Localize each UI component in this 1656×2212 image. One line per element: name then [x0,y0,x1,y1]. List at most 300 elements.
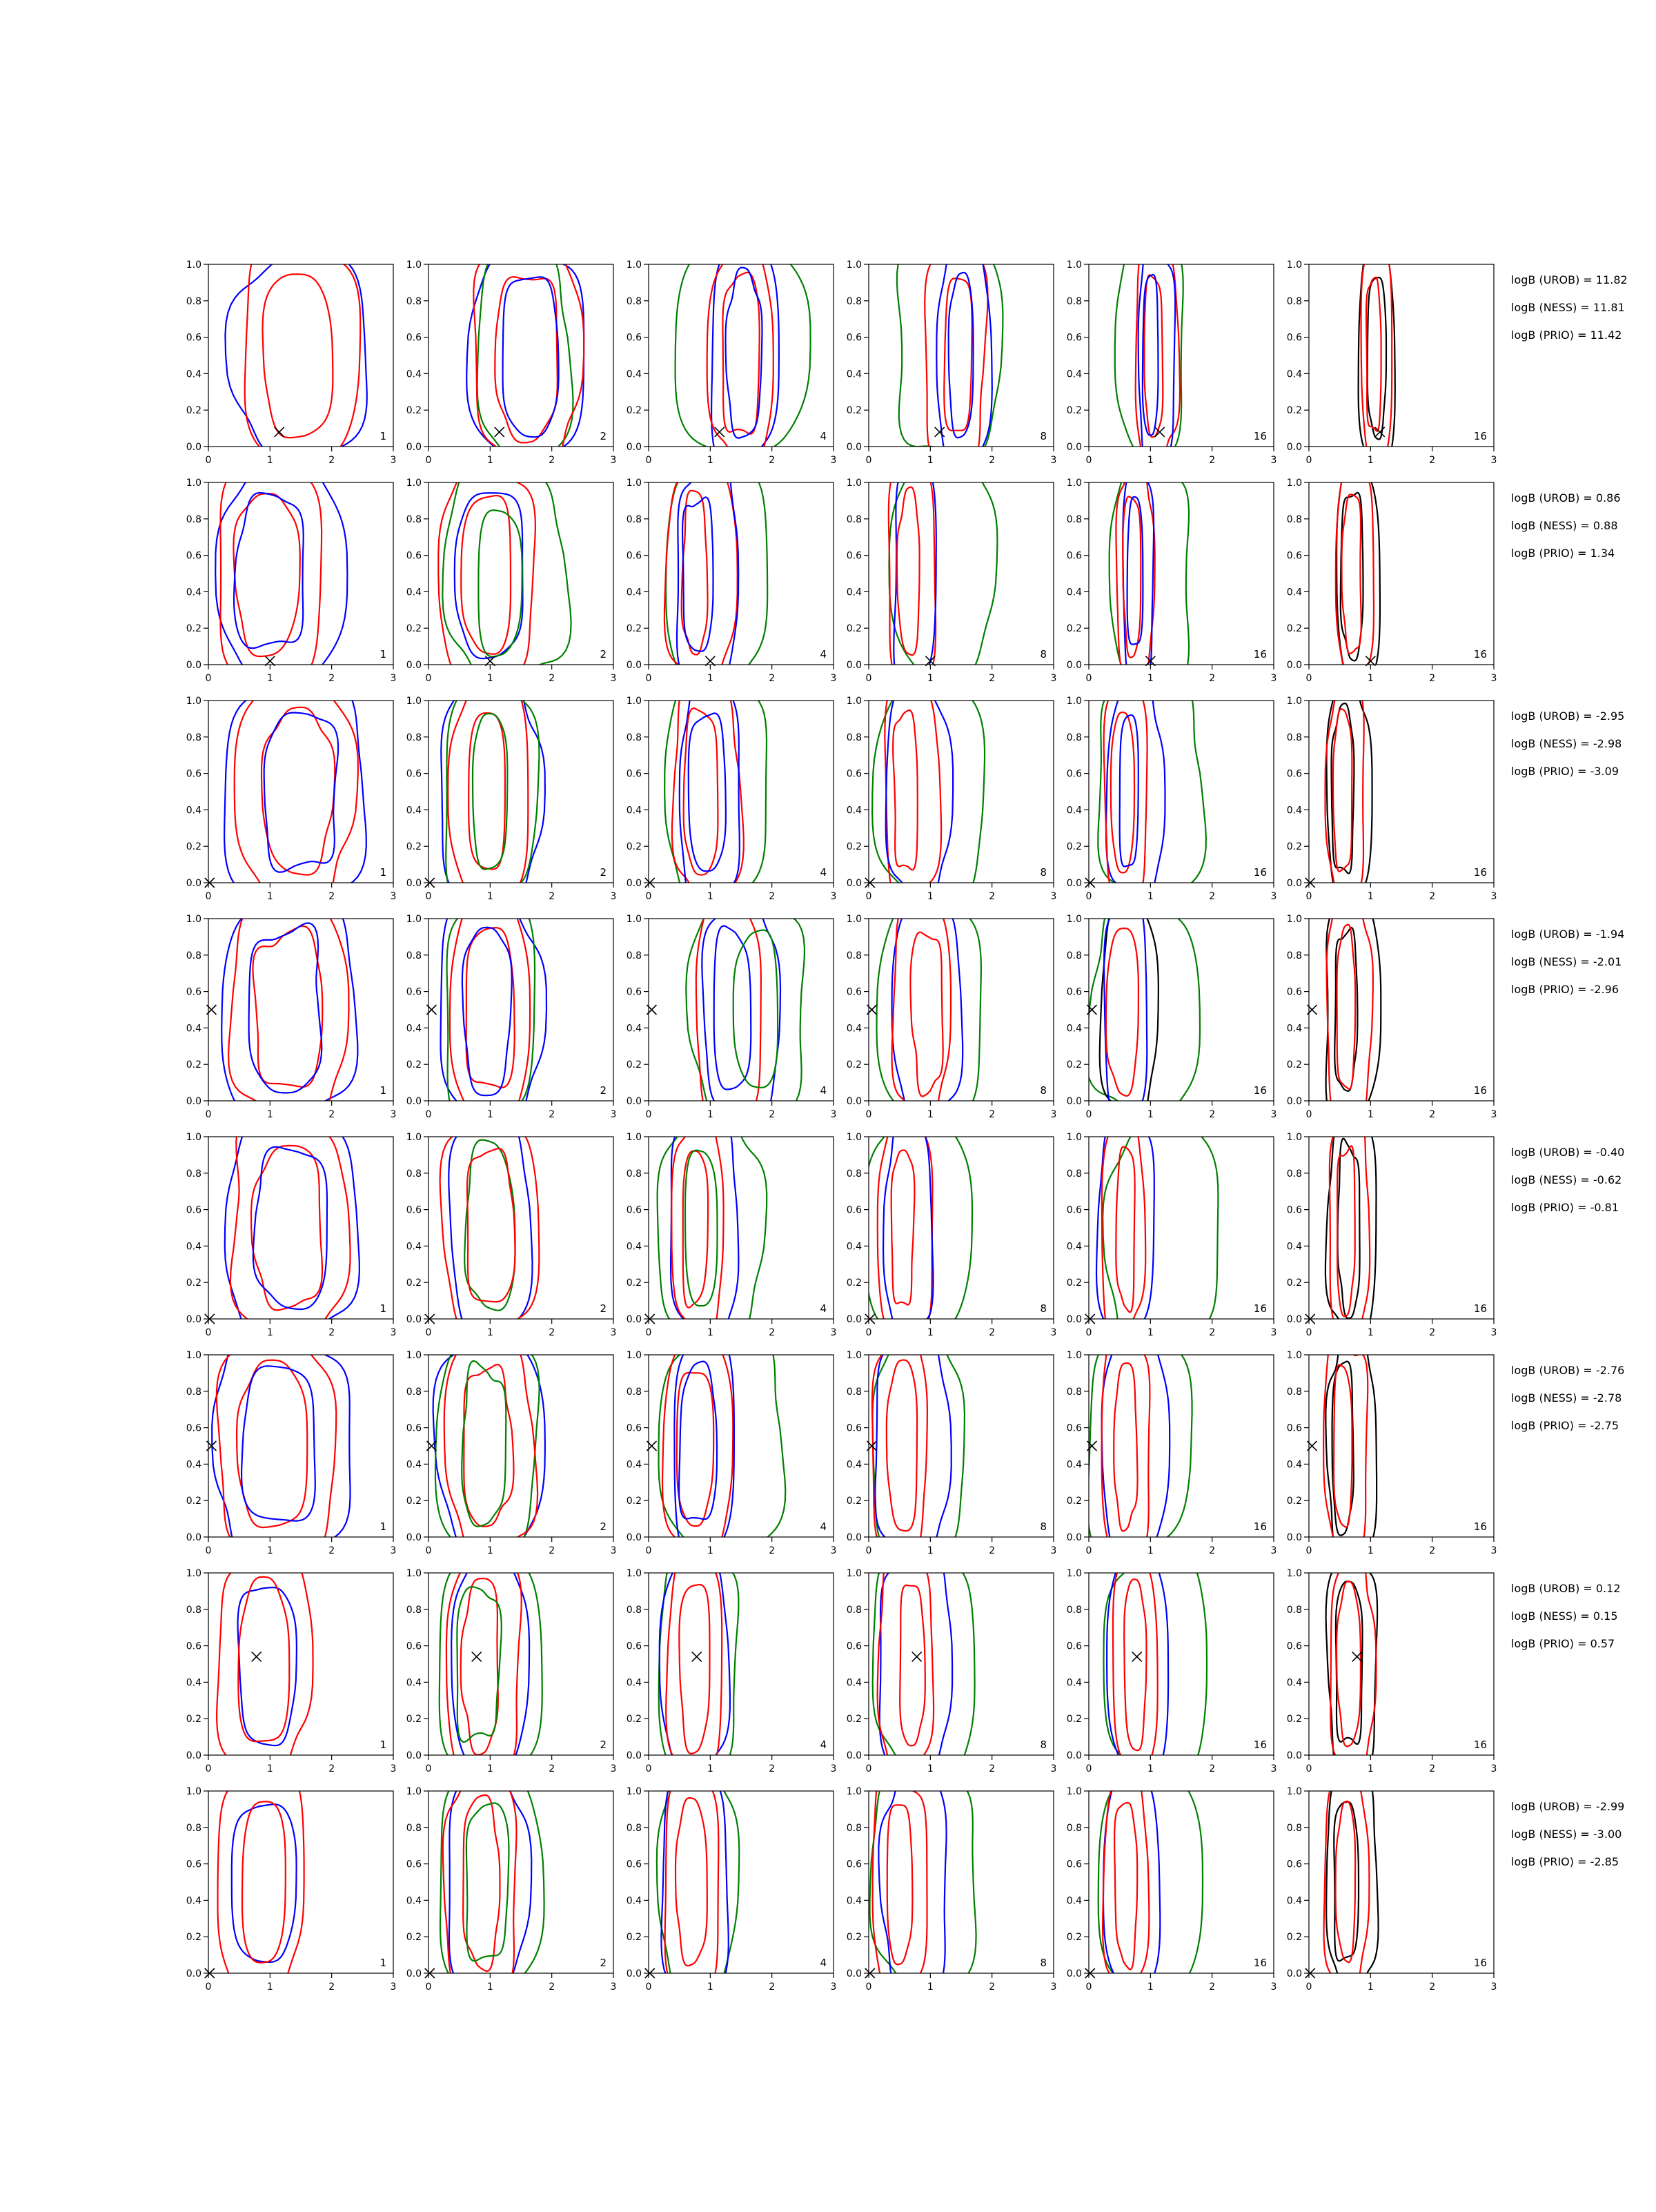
contour-line [872,1333,927,1555]
y-tick-label: 0.6 [1066,986,1082,998]
x-tick-label: 2 [989,673,996,684]
x-tick-label: 3 [1270,673,1277,684]
contour-line [438,464,535,678]
contour-line [658,1111,767,1338]
logb-annotation: logB (UROB) = 0.12 [1511,1582,1621,1595]
y-tick-label: 0.8 [406,1604,422,1616]
axes-frame [869,1137,1054,1319]
contour-line [1103,1772,1160,1988]
y-tick-label: 1.0 [1286,478,1302,489]
x-tick-label: 2 [328,673,335,684]
x-tick-label: 0 [1085,1109,1092,1120]
sample-count-label: 8 [1040,1739,1047,1751]
axes-frame [1089,919,1274,1101]
panel-r3-c4 [847,681,1057,908]
contour-group [221,898,357,1128]
true-value-marker [495,427,504,437]
y-tick-label: 0.2 [1066,405,1082,417]
contour-line [887,1805,913,1964]
x-tick-label: 3 [830,673,837,684]
contour-line [707,246,776,467]
y-tick-label: 1.0 [626,1132,642,1143]
y-tick-label: 0.4 [186,1895,201,1907]
y-tick-label: 0.2 [186,1496,201,1507]
x-tick-label: 2 [1429,1545,1436,1556]
contour-line [466,928,515,1088]
contour-group [212,1325,350,1566]
x-tick-label: 1 [1147,891,1154,902]
panel-r8-c4 [847,1761,1057,1997]
y-tick-label: 0.8 [406,950,422,961]
y-tick-label: 0.6 [186,1204,201,1216]
panel-r3-c5 [1067,672,1277,902]
x-tick-label: 1 [927,1545,934,1556]
true-value-marker [275,427,284,437]
contour-group [1325,1110,1377,1342]
y-tick-label: 1.0 [186,260,201,271]
sample-count-label: 16 [1253,1520,1267,1533]
contour-line [1120,715,1138,866]
contour-line [733,930,778,1088]
x-tick-label: 1 [1367,1981,1374,1993]
contour-group [865,1112,972,1336]
contour-group [1096,1114,1218,1357]
sample-count-label: 4 [820,430,827,442]
y-tick-label: 0.6 [406,1422,422,1434]
y-tick-label: 0.2 [406,1278,422,1289]
y-tick-label: 0.4 [626,587,642,598]
y-tick-label: 1.0 [1066,696,1082,707]
contour-line [1333,709,1352,872]
axes-frame [428,701,613,883]
y-tick-label: 0.2 [1066,623,1082,635]
x-tick-label: 1 [486,891,493,902]
logb-annotation: logB (NESS) = 0.88 [1511,519,1618,532]
contour-line [473,714,507,870]
contour-line [1104,901,1147,1118]
y-tick-label: 0.4 [1286,587,1302,598]
sample-count-label: 2 [600,1739,607,1751]
y-tick-label: 0.2 [1286,405,1302,417]
y-tick-label: 0.8 [846,1168,862,1180]
x-tick-label: 1 [927,1981,934,1993]
y-tick-label: 0.4 [406,1677,422,1689]
y-tick-label: 0.4 [846,369,862,380]
x-tick-label: 2 [1209,455,1216,466]
contour-line [457,1587,501,1742]
x-tick-label: 0 [865,673,872,684]
y-tick-label: 0.0 [1286,1096,1302,1107]
y-tick-label: 0.2 [186,1714,201,1725]
x-tick-label: 1 [1367,1327,1374,1338]
y-tick-label: 0.6 [1066,1641,1082,1652]
x-tick-label: 1 [707,455,713,466]
panel-r8-c1 [186,1772,397,2003]
contour-line [444,1340,538,1560]
x-tick-label: 3 [1270,1545,1277,1556]
x-tick-label: 3 [610,1545,617,1556]
contour-group [1098,1772,1203,1992]
sample-count-label: 4 [820,1520,827,1533]
x-tick-label: 0 [1305,1327,1312,1338]
y-tick-label: 0.2 [186,1278,201,1289]
y-tick-label: 0.2 [1066,841,1082,853]
sample-count-label: 1 [379,1739,386,1751]
logb-annotation: logB (UROB) = -1.94 [1511,928,1625,941]
contour-line [1113,1562,1158,1769]
sample-count-label: 8 [1040,1520,1047,1533]
y-tick-label: 0.6 [626,1204,642,1216]
y-tick-label: 0.2 [1286,841,1302,853]
panel-r8-c6 [1287,1772,1497,1995]
y-tick-label: 0.2 [1286,1059,1302,1071]
x-tick-label: 1 [266,1109,273,1120]
contour-line [225,1113,359,1349]
contour-group [897,231,1003,472]
sample-count-label: 4 [820,1739,827,1751]
y-tick-label: 0.6 [406,1859,422,1870]
x-tick-label: 1 [1367,1763,1374,1774]
y-tick-label: 0.8 [1286,513,1302,525]
y-tick-label: 1.0 [1286,260,1302,271]
x-tick-label: 1 [1147,1109,1154,1120]
contour-line [448,676,528,904]
contour-line [1102,1334,1150,1552]
x-tick-label: 2 [549,673,555,684]
x-tick-label: 0 [1305,1981,1312,1993]
x-tick-label: 0 [205,673,212,684]
contour-line [887,1360,917,1531]
y-tick-label: 0.6 [406,1641,422,1652]
y-tick-label: 1.0 [406,1350,422,1361]
x-tick-label: 2 [328,1763,335,1774]
x-tick-label: 3 [610,1109,617,1120]
logb-annotation: logB (PRIO) = 11.42 [1511,329,1622,342]
true-value-marker [252,1652,262,1661]
panel-r4-c3 [627,890,837,1123]
contour-line [1110,462,1189,680]
x-tick-label: 3 [390,891,397,902]
y-tick-label: 0.8 [846,513,862,525]
x-tick-label: 2 [989,1545,996,1556]
y-tick-label: 0.8 [1066,950,1082,961]
x-tick-label: 2 [1429,1327,1436,1338]
y-tick-label: 0.0 [846,660,862,671]
x-tick-label: 0 [205,891,212,902]
y-tick-label: 0.8 [626,513,642,525]
axes-frame [428,482,613,665]
contour-line [878,1113,933,1332]
contour-line [1111,712,1134,873]
x-tick-label: 3 [1490,1981,1497,1993]
contour-line [262,707,335,875]
panel-r4-c2 [406,892,617,1130]
x-tick-label: 2 [328,1545,335,1556]
x-tick-label: 2 [549,1545,555,1556]
contour-line [249,923,322,1093]
y-tick-label: 0.6 [186,986,201,998]
panel-r7-c4 [847,1547,1057,1784]
panel-r5-c4 [847,1112,1057,1338]
x-tick-label: 3 [1490,1763,1497,1774]
x-tick-label: 1 [1367,673,1374,684]
y-tick-label: 0.2 [406,841,422,853]
sample-count-label: 16 [1253,430,1267,442]
sample-count-label: 4 [820,866,827,879]
axes-frame [1089,701,1274,883]
panel-r8-c2 [406,1766,617,1993]
x-tick-label: 3 [610,891,617,902]
y-tick-label: 0.8 [626,1822,642,1834]
contour-line [1098,1772,1203,1992]
y-tick-label: 1.0 [1286,696,1302,707]
y-tick-label: 1.0 [846,1786,862,1797]
contour-group [1326,888,1381,1125]
y-tick-label: 0.6 [186,550,201,562]
contour-line [1116,1147,1134,1313]
x-tick-label: 3 [830,1545,837,1556]
logb-annotation: logB (UROB) = -2.99 [1511,1800,1625,1813]
true-value-marker [1132,1652,1142,1661]
x-tick-label: 0 [1085,1327,1092,1338]
x-tick-label: 1 [266,891,273,902]
logb-annotation: logB (UROB) = -2.76 [1511,1364,1625,1377]
contour-line [233,493,299,656]
y-tick-label: 0.2 [626,841,642,853]
y-tick-label: 0.0 [1286,442,1302,453]
x-tick-label: 2 [328,455,335,466]
y-tick-label: 0.0 [1066,442,1082,453]
y-tick-label: 0.6 [846,1859,862,1870]
panel-r2-c3 [627,454,837,691]
contour-group [440,1766,544,1993]
panel-r8-c3 [627,1766,837,2004]
y-tick-label: 1.0 [1286,1568,1302,1579]
y-tick-label: 1.0 [186,1350,201,1361]
y-tick-label: 0.4 [1066,1677,1082,1689]
logb-annotation: logB (UROB) = 11.82 [1511,273,1628,286]
y-tick-label: 0.8 [186,732,201,743]
y-tick-label: 0.2 [406,1059,422,1071]
y-tick-label: 0.2 [846,1714,862,1725]
axes-frame [1309,264,1494,447]
y-tick-label: 0.2 [186,405,201,417]
y-tick-label: 0.6 [406,550,422,562]
y-tick-label: 0.0 [846,1968,862,1979]
y-tick-label: 0.4 [406,805,422,816]
y-tick-label: 1.0 [406,1568,422,1579]
y-tick-label: 0.8 [1066,513,1082,525]
y-tick-label: 0.8 [1286,1604,1302,1616]
y-tick-label: 0.2 [186,841,201,853]
contour-group [215,458,347,686]
panel-r6-c4 [847,1327,1057,1560]
y-tick-label: 0.6 [406,1204,422,1216]
x-tick-label: 2 [1209,1109,1216,1120]
contour-line [253,926,322,1087]
x-tick-label: 3 [1490,1109,1497,1120]
y-tick-label: 0.2 [406,623,422,635]
y-tick-label: 0.0 [1286,1532,1302,1543]
y-tick-label: 0.2 [846,1496,862,1507]
y-tick-label: 0.0 [846,1096,862,1107]
x-tick-label: 0 [425,1327,432,1338]
y-tick-label: 0.2 [1066,1714,1082,1725]
contour-group [1115,237,1183,473]
logb-annotation: logB (UROB) = -2.95 [1511,709,1625,723]
panel-r3-c3 [627,672,837,911]
y-tick-label: 0.4 [406,1895,422,1907]
contour-line [676,237,811,452]
x-tick-label: 1 [707,1545,713,1556]
contour-group [658,1111,767,1341]
sample-count-label: 1 [379,430,386,442]
y-tick-label: 0.4 [1066,587,1082,598]
true-value-marker [692,1652,702,1661]
contour-group [877,899,981,1124]
x-tick-label: 1 [486,455,493,466]
logb-annotation: logB (NESS) = -2.98 [1511,737,1622,750]
y-tick-label: 0.0 [626,878,642,889]
y-tick-label: 0.0 [186,1968,201,1979]
y-tick-label: 0.0 [1286,1968,1302,1979]
contour-line [1338,1139,1360,1319]
contour-group [466,250,584,473]
panel-r6-c2 [406,1340,617,1562]
panel-r2-c5 [1067,456,1277,684]
y-tick-label: 0.8 [1066,1168,1082,1180]
logb-annotation: logB (NESS) = -3.00 [1511,1828,1622,1841]
panel-r6-c3 [627,1333,837,1558]
y-tick-label: 0.0 [1066,1096,1082,1107]
y-tick-label: 0.2 [846,1059,862,1071]
y-tick-label: 0.6 [186,1859,201,1870]
y-tick-label: 0.6 [1286,332,1302,344]
y-tick-label: 0.8 [1286,732,1302,743]
contour-line [228,901,348,1128]
y-tick-label: 0.6 [626,986,642,998]
x-tick-label: 1 [1147,1545,1154,1556]
contour-line [469,713,505,869]
x-tick-label: 3 [1490,455,1497,466]
y-tick-label: 1.0 [186,914,201,925]
y-tick-label: 0.0 [406,878,422,889]
contour-group [1336,460,1380,683]
sample-count-label: 1 [379,648,386,660]
y-tick-label: 0.8 [846,295,862,307]
y-tick-label: 0.4 [1286,1895,1302,1907]
x-tick-label: 1 [1367,455,1374,466]
y-tick-label: 1.0 [406,260,422,271]
y-tick-label: 0.0 [1286,1750,1302,1761]
contour-group [870,1761,976,1997]
y-tick-label: 0.8 [1066,732,1082,743]
logb-annotation: logB (PRIO) = -2.75 [1511,1419,1619,1432]
y-tick-label: 0.8 [626,732,642,743]
x-tick-label: 0 [1305,673,1312,684]
contour-line [238,1587,297,1745]
panel-r4-c6 [1287,888,1497,1125]
y-tick-label: 0.6 [1066,768,1082,780]
y-tick-label: 0.8 [846,732,862,743]
x-tick-label: 2 [1429,1109,1436,1120]
x-tick-label: 0 [645,1981,652,1993]
axes-frame [1089,1573,1274,1755]
x-tick-label: 0 [1305,891,1312,902]
x-tick-label: 0 [865,1327,872,1338]
contour-line [689,713,726,871]
x-tick-label: 0 [205,1763,212,1774]
x-tick-label: 3 [390,455,397,466]
panel-r7-c5 [1067,1549,1277,1777]
contour-line [925,254,987,463]
y-tick-label: 1.0 [626,1568,642,1579]
y-tick-label: 0.4 [1286,1023,1302,1035]
y-tick-label: 0.0 [186,1532,201,1543]
y-tick-label: 0.2 [1066,1932,1082,1944]
x-tick-label: 1 [486,1327,493,1338]
y-tick-label: 0.0 [1066,878,1082,889]
y-tick-label: 0.6 [626,768,642,780]
x-tick-label: 1 [266,673,273,684]
y-tick-label: 0.6 [846,550,862,562]
y-tick-label: 0.6 [1066,332,1082,344]
x-tick-label: 1 [486,1763,493,1774]
logb-annotation: logB (UROB) = -0.40 [1511,1146,1625,1159]
contour-line [263,274,333,438]
y-tick-label: 0.4 [846,1895,862,1907]
x-tick-label: 2 [1429,673,1436,684]
sample-count-label: 2 [600,430,607,442]
y-tick-label: 0.2 [1286,1714,1302,1725]
contour-line [1123,497,1141,658]
y-tick-label: 0.4 [626,805,642,816]
panel-r1-c3 [627,237,837,468]
axes-frame [869,1573,1054,1755]
axes-frame [869,1791,1054,1973]
x-tick-label: 0 [425,1763,432,1774]
panel-r4-c1 [186,898,397,1128]
x-tick-label: 2 [549,891,555,902]
contour-line [886,685,953,904]
sample-count-label: 16 [1473,866,1487,879]
y-tick-label: 0.6 [1286,986,1302,998]
y-tick-label: 0.4 [406,587,422,598]
contour-group [440,1119,540,1340]
axes-frame [869,1355,1054,1537]
y-tick-label: 1.0 [406,1786,422,1797]
contour-line [1337,1581,1361,1746]
y-tick-label: 0.6 [1066,1422,1082,1434]
y-tick-label: 0.4 [1066,1241,1082,1253]
y-tick-label: 0.0 [186,1314,201,1325]
y-tick-label: 0.6 [846,1204,862,1216]
x-tick-label: 1 [707,1327,713,1338]
y-tick-label: 0.0 [186,660,201,671]
x-tick-label: 1 [266,1545,273,1556]
contour-group [441,668,545,908]
contour-line [461,1578,498,1755]
y-tick-label: 0.0 [1066,1314,1082,1325]
axes-frame [649,1573,834,1755]
y-tick-label: 0.8 [186,513,201,525]
y-tick-label: 1.0 [1286,1132,1302,1143]
contour-group [1087,1329,1192,1564]
sample-count-label: 8 [1040,430,1047,442]
x-tick-label: 3 [1050,1109,1057,1120]
x-tick-label: 1 [1367,891,1374,902]
y-tick-label: 0.4 [186,369,201,380]
